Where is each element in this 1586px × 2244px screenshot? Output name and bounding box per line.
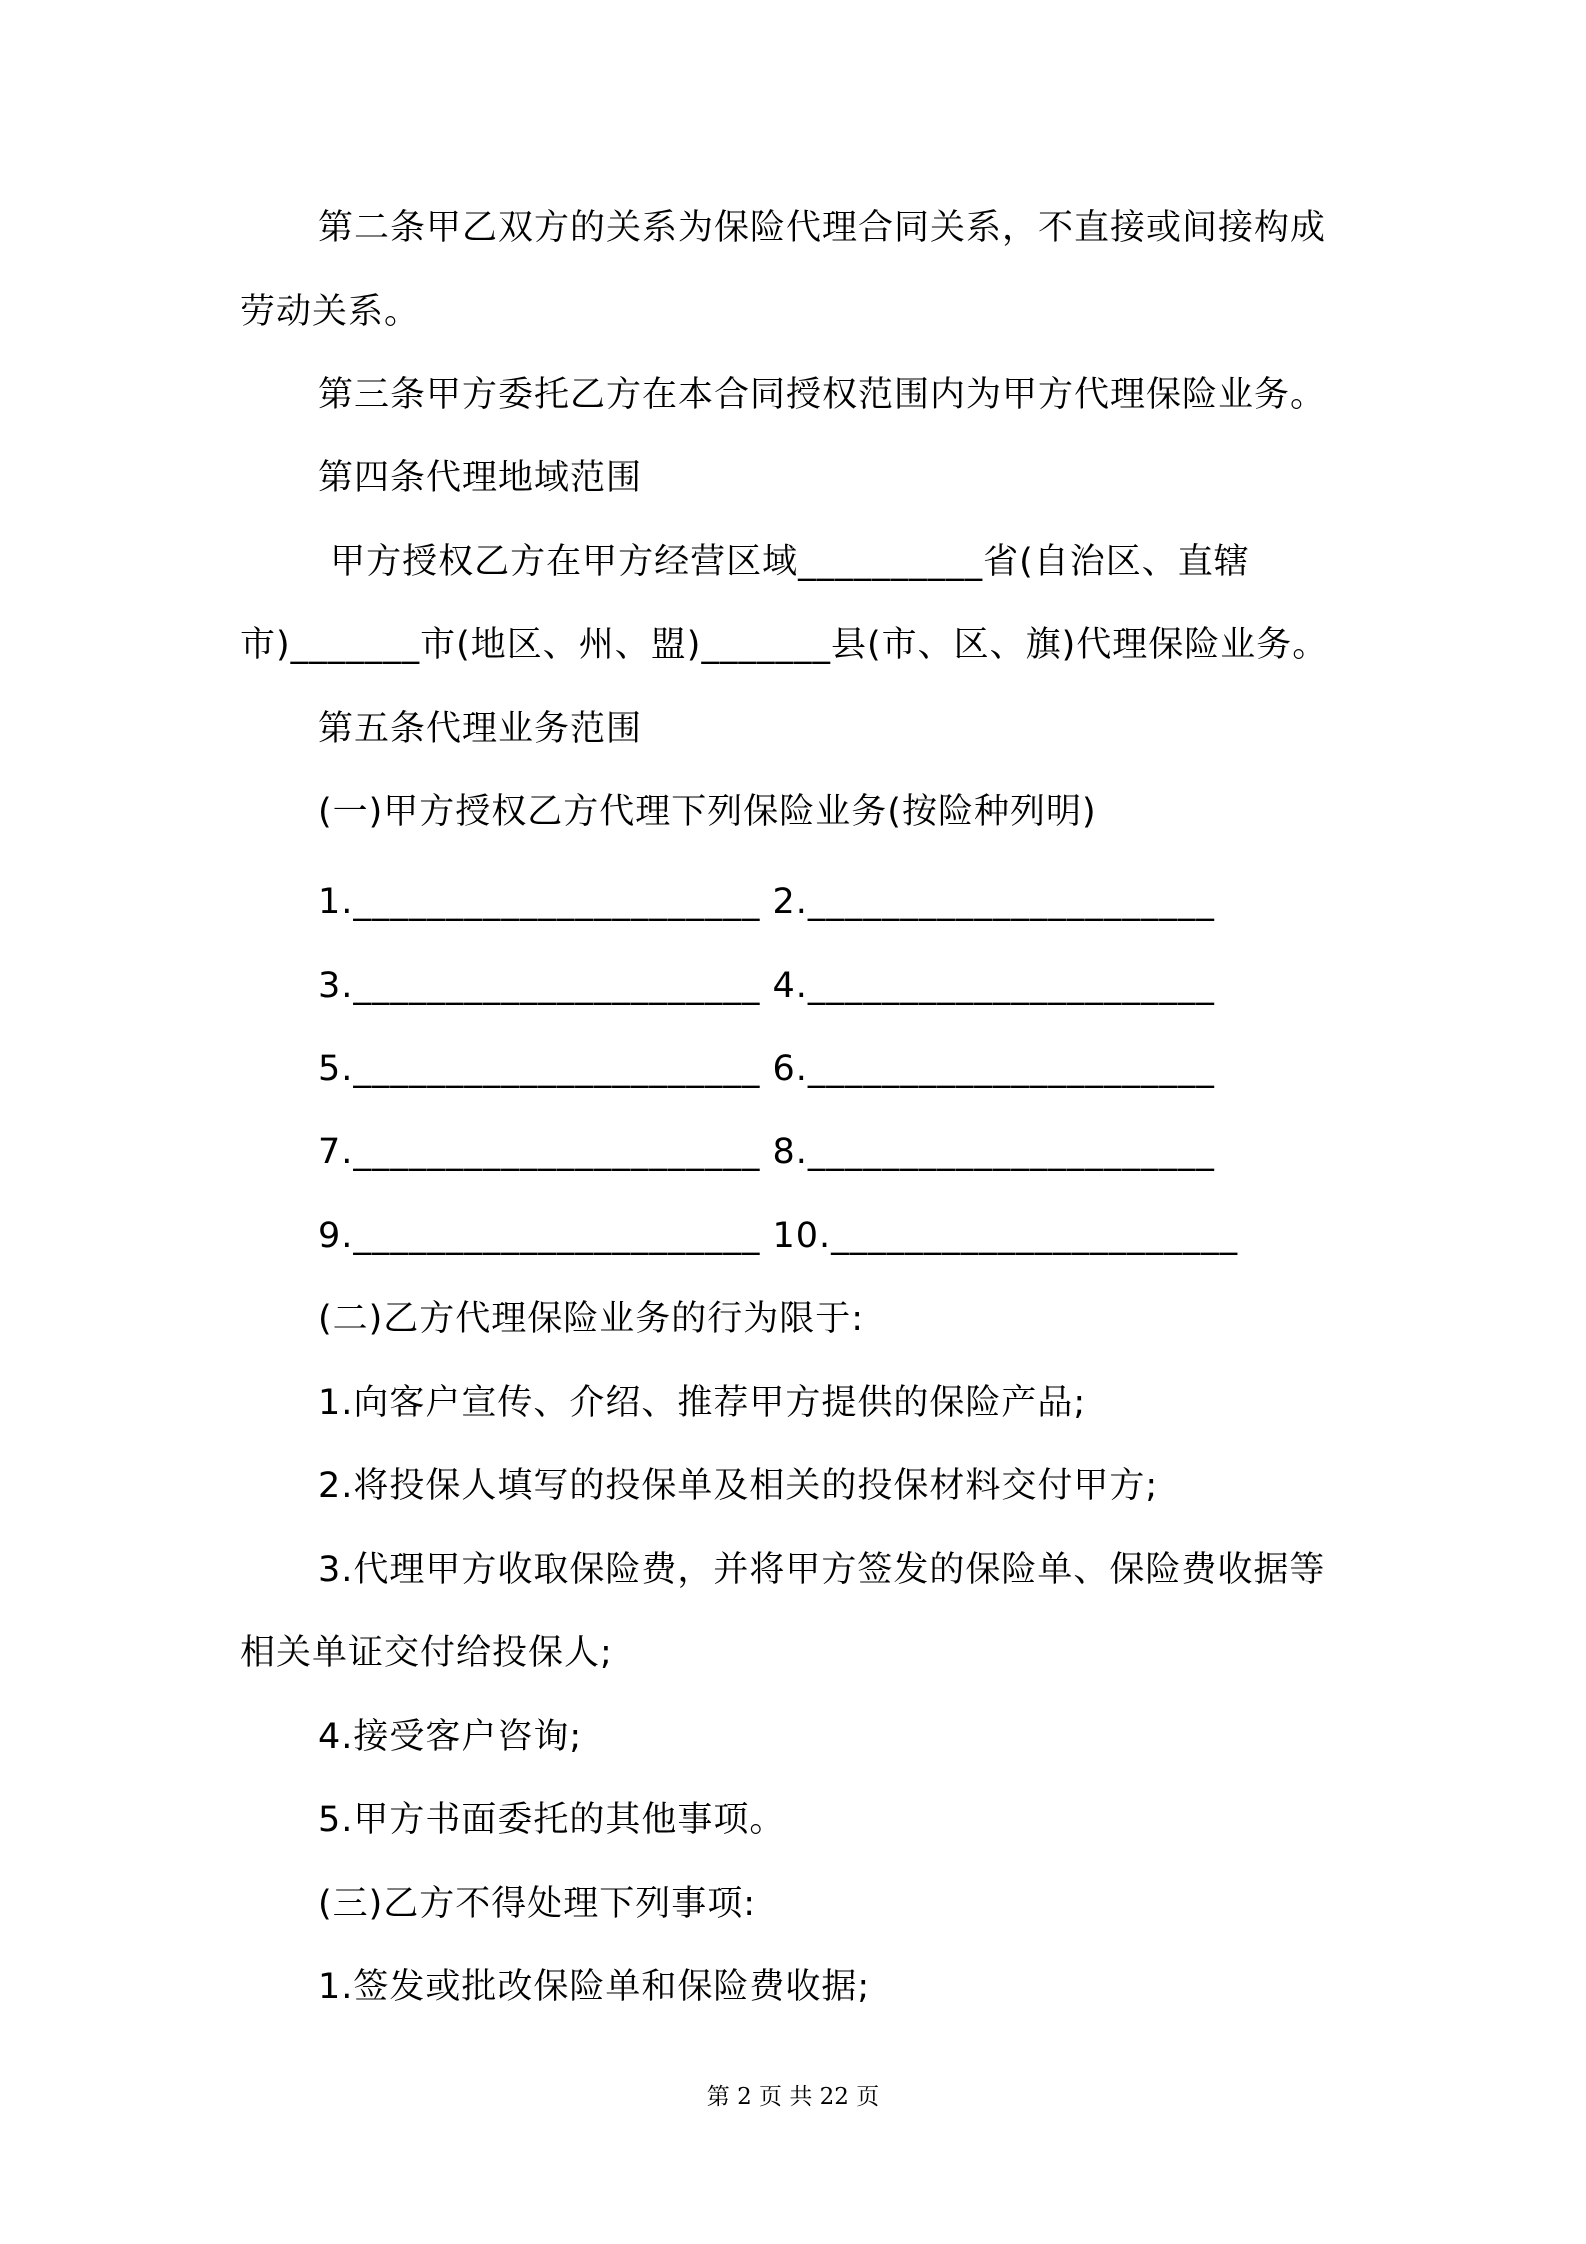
section-2-item: 1.向客户宣传、介绍、推荐甲方提供的保险产品;: [318, 1383, 1087, 1423]
section-2-item: 5.甲方书面委托的其他事项。: [318, 1800, 786, 1840]
blank-list-row: 1.______________________ 2.______________________: [318, 882, 1215, 922]
article-4-heading: 第四条代理地域范围: [318, 458, 643, 498]
article-3-text: 第三条甲方委托乙方在本合同授权范围内为甲方代理保险业务。: [318, 375, 1327, 415]
blank-list-row: 3.______________________ 4.______________________: [318, 966, 1215, 1006]
section-2-heading: (二)乙方代理保险业务的行为限于:: [318, 1299, 865, 1339]
section-3-heading: (三)乙方不得处理下列事项:: [318, 1884, 757, 1924]
article-2-continuation: 劳动关系。: [240, 292, 421, 332]
section-3-item: 1.签发或批改保险单和保险费收据;: [318, 1967, 871, 2007]
blank-list-row: 9.______________________ 10.______________________: [318, 1216, 1239, 1256]
section-2-item: 4.接受客户咨询;: [318, 1717, 583, 1757]
section-2-item: 3.代理甲方收取保险费，并将甲方签发的保险单、保险费收据等: [318, 1550, 1326, 1590]
article-2-text: 第二条甲乙双方的关系为保险代理合同关系，不直接或间接构成: [318, 208, 1327, 248]
section-2-item-continuation: 相关单证交付给投保人;: [240, 1633, 613, 1673]
page-number-footer: 第 2 页 共 22 页: [706, 2084, 880, 2110]
section-2-item: 2.将投保人填写的投保单及相关的投保材料交付甲方;: [318, 1466, 1159, 1506]
article-4-continuation: 市)_______市(地区、州、盟)_______县(市、区、旗)代理保险业务。: [240, 625, 1329, 665]
blank-list-row: 5.______________________ 6.______________________: [318, 1049, 1215, 1089]
article-4-text: 甲方授权乙方在甲方经营区域__________省(自治区、直辖: [318, 542, 1250, 582]
section-1-heading: (一)甲方授权乙方代理下列保险业务(按险种列明): [318, 792, 1097, 832]
blank-list-row: 7.______________________ 8.______________________: [318, 1132, 1215, 1172]
article-5-heading: 第五条代理业务范围: [318, 709, 643, 749]
